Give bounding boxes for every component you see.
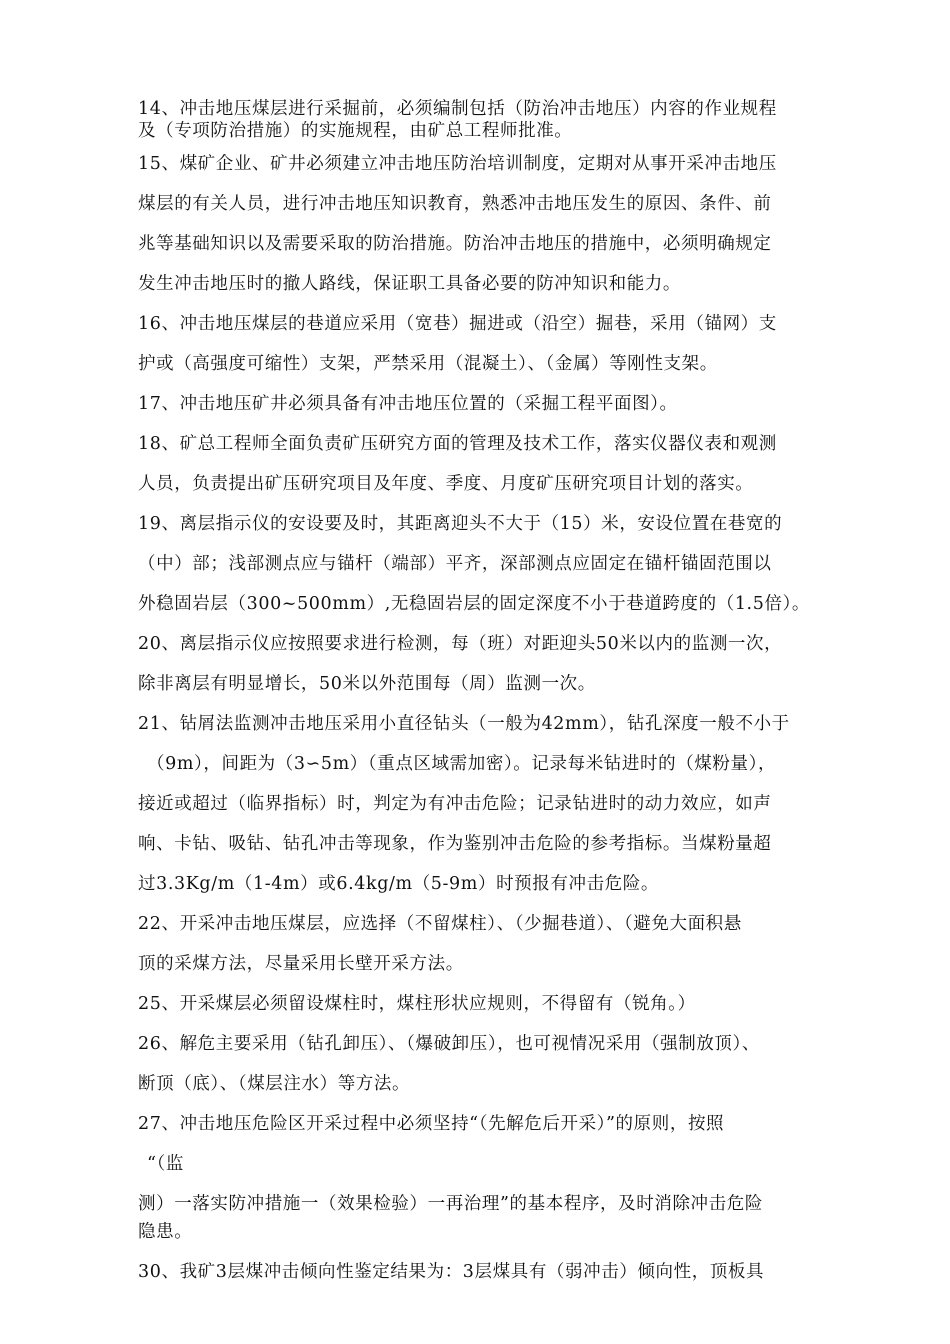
document-body — [138, 98, 818, 1286]
text-line: 30、我矿3层煤冲击倾向性鉴定结果为：3层煤具有（弱冲击）倾向性，顶板具 — [138, 1262, 765, 1282]
text-line: 17、冲击地压矿井必须具备有冲击地压位置的（采掘工程平面图）。 — [138, 394, 678, 414]
text-line: 过3.3Kg/m（1-4m）或6.4kg/m（5-9m）时预报有冲击危险。 — [138, 874, 659, 894]
text-line: （9m），间距为（3∽5m）（重点区域需加密）。记录每米钻进时的（煤粉量）， — [147, 754, 777, 774]
text-line: 16、冲击地压煤层的巷道应采用（宽巷）掘进或（沿空）掘巷，采用（锚网）支 — [138, 314, 777, 334]
text-line: 18、矿总工程师全面负责矿压研究方面的管理及技术工作，落实仪器仪表和观测 — [138, 434, 777, 454]
text-line: 接近或超过（临界指标）时，判定为有冲击危险；记录钻进时的动力效应，如声 — [138, 794, 772, 814]
text-line: 20、离层指示仪应按照要求进行检测，每（班）对距迎头50米以内的监测一次， — [138, 634, 783, 654]
text-line: 兆等基础知识以及需要采取的防治措施。防治冲击地压的措施中，必须明确规定 — [138, 234, 772, 254]
text-line: 除非离层有明显增长，50米以外范围每（周）监测一次。 — [138, 674, 596, 694]
text-line: 断顶（底）、（煤层注水）等方法。 — [138, 1074, 411, 1094]
text-line: 及（专项防治措施）的实施规程，由矿总工程师批准。 — [138, 121, 573, 141]
text-line: 外稳固岩层（300~500mm）,无稳固岩层的固定深度不小于巷道跨度的（1.5倍）。 — [138, 594, 810, 614]
text-line: （中）部；浅部测点应与锚杆（端部）平齐，深部测点应固定在锚杆锚固范围以 — [138, 554, 772, 574]
text-line: 护或（高强度可缩性）支架，严禁采用（混凝土）、（金属）等刚性支架。 — [138, 354, 718, 374]
text-line: “（监 — [147, 1154, 184, 1174]
text-line: 22、开采冲击地压煤层，应选择（不留煤柱）、（少掘巷道）、（避免大面积悬 — [138, 914, 742, 934]
text-line: 19、离层指示仪的安设要及时，其距离迎头不大于（15）米，安设位置在巷宽的 — [138, 514, 783, 534]
text-line: 煤层的有关人员，进行冲击地压知识教育，熟悉冲击地压发生的原因、条件、前 — [138, 194, 772, 214]
text-line: 14、冲击地压煤层进行采掘前，必须编制包括（防治冲击地压）内容的作业规程 — [138, 99, 777, 119]
text-line: 发生冲击地压时的撤人路线，保证职工具备必要的防冲知识和能力。 — [138, 274, 681, 294]
text-line: 26、解危主要采用（钻孔卸压）、（爆破卸压），也可视情况采用（强制放顶）、 — [138, 1034, 760, 1054]
text-line: 27、冲击地压危险区开采过程中必须坚持“（先解危后开采）”的原则，按照 — [138, 1114, 725, 1134]
text-line: 测）一落实防冲措施一（效果检验）一再治理”的基本程序，及时消除冲击危险 — [138, 1194, 763, 1214]
text-line: 21、钻屑法监测冲击地压采用小直径钻头（一般为42mm），钻孔深度一般不小于 — [138, 714, 790, 734]
text-line: 隐患。 — [138, 1222, 193, 1242]
text-line: 人员，负责提出矿压研究项目及年度、季度、月度矿压研究项目计划的落实。 — [138, 474, 754, 494]
text-line: 顶的采煤方法，尽量采用长壁开采方法。 — [138, 954, 464, 974]
text-line: 响、卡钻、吸钻、钻孔冲击等现象，作为鉴别冲击危险的参考指标。当煤粉量超 — [138, 834, 772, 854]
text-line: 25、开采煤层必须留设煤柱时，煤柱形状应规则，不得留有（锐角。） — [138, 994, 696, 1014]
text-line: 15、煤矿企业、矿井必须建立冲击地压防治培训制度，定期对从事开采冲击地压 — [138, 154, 777, 174]
